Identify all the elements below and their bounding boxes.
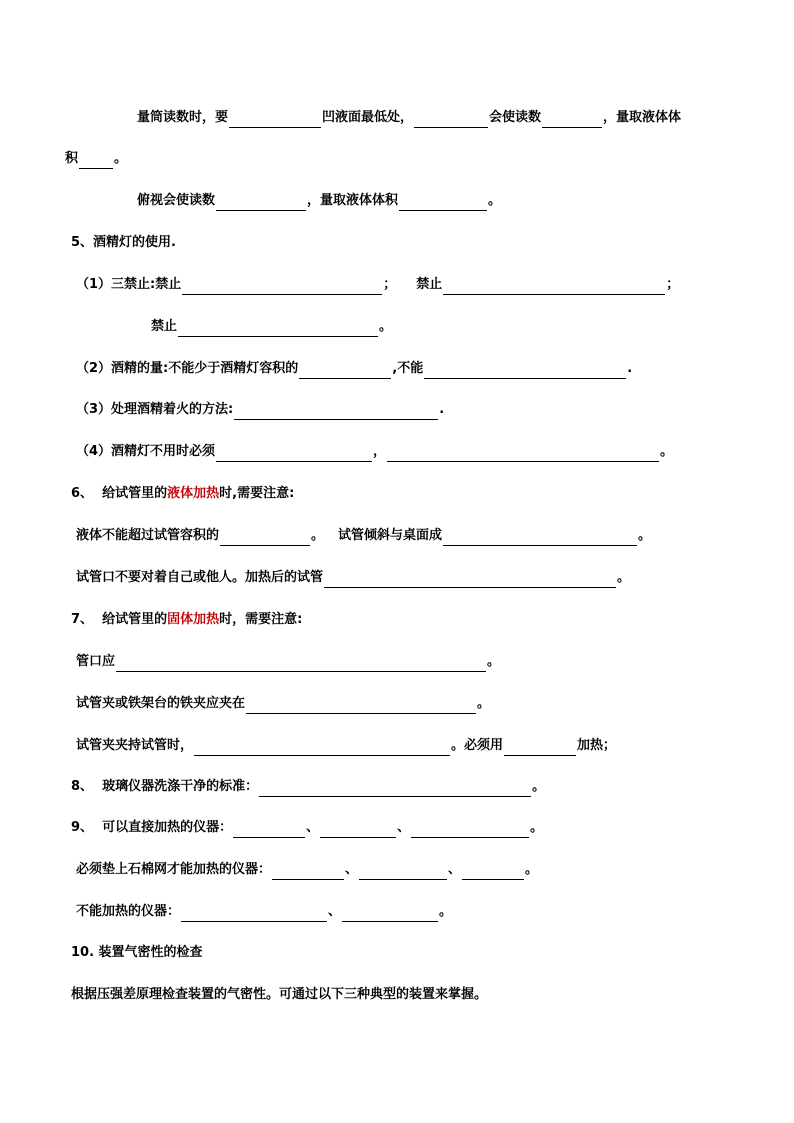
section-7-heading bbox=[71, 610, 302, 630]
text: 、 bbox=[345, 862, 359, 877]
text: 9、 可以直接加热的仪器： bbox=[71, 820, 233, 835]
text: 、 bbox=[397, 820, 411, 835]
text: 、 bbox=[306, 820, 320, 835]
blank-fill[interactable] bbox=[443, 275, 665, 295]
blank-fill[interactable] bbox=[234, 400, 438, 420]
blank-fill[interactable] bbox=[299, 359, 391, 379]
text: 凹液面最低处， bbox=[322, 110, 414, 125]
text: 试管夹夹持试管时， bbox=[76, 738, 194, 753]
blank-fill[interactable] bbox=[178, 317, 378, 337]
blank-fill[interactable] bbox=[216, 442, 372, 462]
q-tube-mouth bbox=[76, 568, 630, 588]
blank-fill[interactable] bbox=[542, 108, 602, 128]
q-clamp-holding bbox=[76, 736, 616, 756]
text: ； bbox=[666, 277, 680, 292]
text: （1）三禁止:禁止 bbox=[76, 277, 182, 292]
q-graduated-cylinder-reading-cont bbox=[65, 149, 127, 169]
q-looking-down-reading bbox=[137, 191, 501, 211]
text: 管口应 bbox=[76, 654, 116, 669]
text: （3）处理酒精着火的方法: bbox=[76, 402, 234, 417]
text: 积 bbox=[65, 151, 79, 166]
text: 8、 玻璃仪器洗涤干净的标准： bbox=[71, 779, 259, 794]
text: 。 bbox=[617, 570, 631, 585]
text: 。 bbox=[477, 696, 491, 711]
blank-fill[interactable] bbox=[399, 191, 487, 211]
text: 试管口不要对着自己或他人。加热后的试管 bbox=[76, 570, 324, 585]
blank-fill[interactable] bbox=[229, 108, 321, 128]
blank-fill[interactable] bbox=[116, 652, 486, 672]
blank-fill[interactable] bbox=[411, 818, 529, 838]
blank-fill[interactable] bbox=[216, 191, 306, 211]
q-third-prohibition bbox=[151, 317, 392, 337]
text: 量筒读数时，要 bbox=[137, 110, 229, 125]
blank-fill[interactable] bbox=[443, 526, 637, 546]
blank-fill[interactable] bbox=[220, 526, 310, 546]
text: 。 bbox=[532, 779, 546, 794]
section-6-heading bbox=[71, 484, 294, 504]
text: ,不能 bbox=[392, 361, 424, 376]
text: 不能加热的仪器： bbox=[76, 904, 181, 919]
q-tube-mouth-direction bbox=[76, 652, 500, 672]
text: 。 bbox=[487, 654, 501, 669]
text: 禁止 bbox=[151, 319, 178, 334]
text: 。 bbox=[660, 444, 674, 459]
text: ； bbox=[383, 277, 397, 292]
text: 试管夹或铁架台的铁夹应夹在 bbox=[76, 696, 246, 711]
blank-fill[interactable] bbox=[194, 736, 450, 756]
blank-fill[interactable] bbox=[233, 818, 305, 838]
text: ， bbox=[373, 444, 387, 459]
q-clamp-position bbox=[76, 694, 490, 714]
text: ，量取液体体 bbox=[603, 110, 682, 125]
section-8-glassware-clean bbox=[71, 777, 545, 797]
text: ，量取液体体积 bbox=[307, 193, 399, 208]
text: 、 bbox=[448, 862, 462, 877]
section-10-heading bbox=[71, 943, 203, 963]
blank-fill[interactable] bbox=[320, 818, 396, 838]
blank-fill[interactable] bbox=[79, 149, 113, 169]
blank-fill[interactable] bbox=[272, 860, 344, 880]
text: . bbox=[627, 361, 633, 376]
text: 会使读数 bbox=[489, 110, 542, 125]
blank-fill[interactable] bbox=[324, 568, 616, 588]
blank-fill[interactable] bbox=[424, 359, 626, 379]
q-alcohol-fire bbox=[76, 400, 444, 420]
text: . bbox=[439, 402, 445, 417]
text: 禁止 bbox=[416, 277, 443, 292]
text: 。 bbox=[488, 193, 502, 208]
text: 。 bbox=[379, 319, 393, 334]
blank-fill[interactable] bbox=[462, 860, 524, 880]
section-5-heading bbox=[71, 233, 176, 253]
text: 时,需要注意: bbox=[219, 486, 295, 501]
q-three-prohibitions bbox=[76, 275, 679, 295]
text: 根据压强差原理检查装置的气密性。可通过以下三种典型的装置来掌握。 bbox=[71, 987, 488, 1002]
text: 液体不能超过试管容积的 bbox=[76, 528, 220, 543]
blank-fill[interactable] bbox=[342, 902, 438, 922]
q-asbestos-net-heating bbox=[76, 860, 538, 880]
text: 时，需要注意: bbox=[219, 612, 303, 627]
text: 。 bbox=[530, 820, 544, 835]
text: 6、 给试管里的 bbox=[71, 486, 168, 501]
q-non-heatable bbox=[76, 902, 452, 922]
text: 俯视会使读数 bbox=[137, 193, 216, 208]
text: （4）酒精灯不用时必须 bbox=[76, 444, 216, 459]
blank-fill[interactable] bbox=[359, 860, 447, 880]
text: 。 bbox=[638, 528, 652, 543]
q-liquid-volume-tilt bbox=[76, 526, 651, 546]
blank-fill[interactable] bbox=[181, 902, 327, 922]
section-title: 5、酒精灯的使用. bbox=[71, 235, 176, 250]
text: 试管倾斜与桌面成 bbox=[338, 528, 443, 543]
text: 。 bbox=[114, 151, 128, 166]
highlight-liquid-heating: 液体加热 bbox=[167, 486, 220, 501]
text: 。必须用 bbox=[451, 738, 504, 753]
blank-fill[interactable] bbox=[504, 736, 576, 756]
q-graduated-cylinder-reading bbox=[137, 108, 681, 128]
text: 。 bbox=[311, 528, 325, 543]
blank-fill[interactable] bbox=[387, 442, 659, 462]
text: （2）酒精的量:不能少于酒精灯容积的 bbox=[76, 361, 299, 376]
airtightness-intro bbox=[71, 985, 487, 1005]
text: 、 bbox=[328, 904, 342, 919]
q-lamp-not-in-use bbox=[76, 442, 673, 462]
section-9-direct-heating bbox=[71, 818, 543, 838]
text: 7、 给试管里的 bbox=[71, 612, 168, 627]
text: 。 bbox=[439, 904, 453, 919]
blank-fill[interactable] bbox=[414, 108, 488, 128]
blank-fill[interactable] bbox=[182, 275, 382, 295]
section-title: 10. 装置气密性的检查 bbox=[71, 945, 203, 960]
text: 必须垫上石棉网才能加热的仪器： bbox=[76, 862, 272, 877]
highlight-solid-heating: 固体加热 bbox=[167, 612, 220, 627]
blank-fill[interactable] bbox=[246, 694, 476, 714]
blank-fill[interactable] bbox=[259, 777, 531, 797]
text: 。 bbox=[525, 862, 539, 877]
q-alcohol-amount bbox=[76, 359, 632, 379]
text: 加热； bbox=[577, 738, 617, 753]
